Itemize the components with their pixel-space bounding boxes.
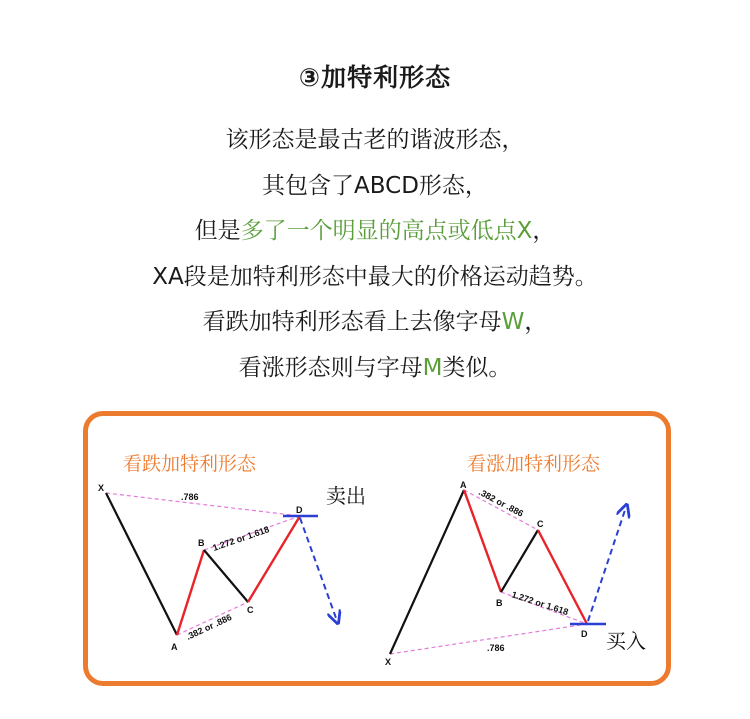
bullish-gartley-diagram (385, 453, 646, 667)
bearish-point-c: C (247, 605, 254, 615)
text-segment: 看涨形态则与字母 (238, 354, 423, 381)
bearish-ratio-xa: .786 (181, 492, 199, 502)
bearish-point-d: D (296, 505, 303, 515)
bullish-point-b: B (496, 598, 503, 608)
text-segment: ， (532, 218, 556, 244)
bullish-point-d: D (581, 629, 588, 639)
bearish-title: 看跌加特利形态 (123, 453, 257, 475)
bullish-projection-arrow (588, 510, 625, 621)
bearish-leg-bc (204, 550, 248, 602)
bearish-leg-ab (177, 550, 204, 635)
bearish-point-a: A (171, 642, 178, 652)
bearish-action-sell: 卖出 (326, 484, 366, 508)
bullish-ratio-xd: .786 (487, 643, 505, 653)
highlighted-text: W (501, 309, 525, 335)
bearish-ratio-ab: .382 or .886 (184, 612, 234, 642)
bullish-leg-xa (390, 490, 464, 654)
text-segment: XA段是加特利形态中最大的价格运动趋势。 (152, 263, 598, 290)
text-segment: 其包含了ABCD形态， (262, 172, 488, 199)
bullish-ratio-ab: .382 or .886 (477, 486, 526, 519)
bullish-leg-bc (501, 530, 538, 592)
text-segment: 该形态是最古老的谐波形态， (225, 127, 525, 153)
bullish-point-a: A (460, 480, 467, 490)
bullish-action-buy: 买入 (606, 629, 646, 653)
bearish-gartley-diagram (98, 453, 366, 652)
bullish-ratio-bc: 1.272 or 1.618 (510, 589, 570, 618)
text-segment: 看跌加特利形态看上去像字母 (202, 309, 502, 335)
text-segment: ， (524, 309, 548, 335)
bearish-projection-arrow (300, 518, 336, 618)
section-heading: ③加特利形态 (298, 63, 452, 92)
bearish-xd-dashed (106, 493, 300, 516)
bullish-point-c: C (537, 519, 544, 529)
bearish-point-b: B (198, 538, 205, 548)
bearish-leg-xa (106, 493, 177, 635)
highlighted-text: 多了一个明显的高点或低点X (240, 218, 533, 244)
bullish-point-x: X (385, 657, 392, 667)
bullish-title: 看涨加特利形态 (467, 453, 601, 475)
text-segment: 类似。 (442, 354, 512, 381)
highlighted-text: M (422, 354, 443, 381)
bearish-ratio-bc: 1.272 or 1.618 (211, 524, 271, 553)
text-segment: 但是 (194, 218, 241, 244)
bearish-point-x: X (98, 483, 105, 493)
